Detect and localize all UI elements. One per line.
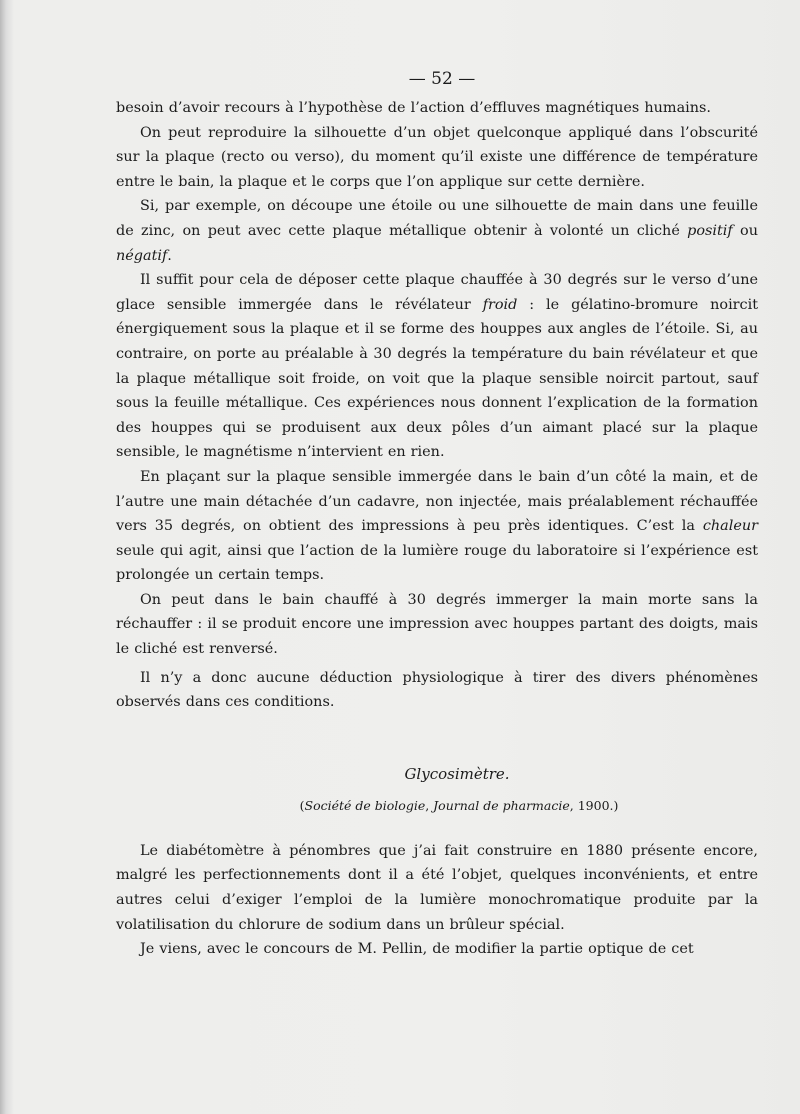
paragraph-continued: besoin d’avoir recours à l’hypothèse de l’action d’effluves magnétiques humains. (116, 100, 711, 116)
paragraph: Il n’y a donc aucune déduction physiologique à tirer des divers phénomènes observés dans ces conditions. (116, 669, 758, 711)
paragraph: Le diabétomètre à pénombres que j’ai fait construire en 1880 présente encore, malgré les perfectionnements dont il a été l’objet, quelques inconvénients, et entre autres celui d’exiger l’emploi de la lumière monochromatique produite par la volatilisation du chlorure de sodium dans un brûleur spécial. (116, 842, 758, 933)
paragraph-text: : le gélatino-bromure noircit énergiquement sous la plaque et il se forme des houppes aux angles de l’étoile. Si, au contraire, on porte au préalable à 30 degrés la température du bain révélateur et que la plaque métallique soit froide, on voit que la plaque sensible noircit partout, sauf sous la feuille métallique. Ces expériences nous donnent l’explication de la formation des houppes qui se produisent aux deux pôles d’un aimant placé sur la plaque sensible, le magnétisme n’intervient en rien. (116, 296, 758, 461)
section-title: Glycosimètre. (404, 764, 510, 783)
paragraph (116, 465, 758, 588)
italic-term: négatif (116, 247, 168, 264)
paragraph (116, 194, 758, 268)
paragraph: On peut dans le bain chauffé à 30 degrés immerger la main morte sans la réchauffer : il se produit encore une impression avec houppes partant des doigts, mais le cliché est renversé. (116, 591, 758, 658)
text-block (116, 62, 758, 962)
paragraph-text: . (167, 247, 172, 264)
section-source (116, 795, 758, 817)
italic-term: chaleur (702, 518, 758, 535)
page-number: — 52 — (408, 69, 476, 89)
paragraph-text: ou (732, 222, 758, 239)
paragraph-text: seule qui agit, ainsi que l’action de la lumière rouge du laboratoire si l’expérience est prolongée un certain temps. (116, 542, 758, 584)
italic-term: positif (687, 222, 733, 239)
source-journal: Journal de pharmacie (433, 797, 570, 813)
paragraph: Je viens, avec le concours de M. Pellin, de modifier la partie optique de cet (140, 941, 694, 958)
italic-term: froid (482, 296, 518, 313)
source-society: Société de biologie (304, 797, 426, 813)
source-separator: , (425, 797, 434, 813)
paragraph-text: Il suffit pour cela de déposer cette plaque chauffée à 30 degrés sur le verso d’une glace sensible immergée dans le révélateur (116, 272, 758, 313)
paragraph (116, 268, 758, 465)
source-paren: ( (299, 797, 305, 813)
paragraph-text: En plaçant sur la plaque sensible immergée dans le bain d’un côté la main, et de l’autre une main détachée d’un cadavre, non injectée, mais préalablement réchauffée vers 35 degrés, on obtient des impressions à peu près identiques. C’est la (116, 468, 758, 535)
paragraph: On peut reproduire la silhouette d’un objet quelconque appliqué dans l’obscurité sur la plaque (recto ou verso), du moment qu’il existe une différence de température entre le bain, la plaque et le corps que l’on applique sur cette dernière. (116, 124, 758, 190)
section-body (116, 839, 758, 962)
source-year: , 1900.) (569, 797, 619, 813)
paragraph-text: Si, par exemple, on découpe une étoile ou une silhouette de main dans une feuille de zinc, on peut avec cette plaque métallique obtenir à volonté un cliché (116, 198, 758, 239)
